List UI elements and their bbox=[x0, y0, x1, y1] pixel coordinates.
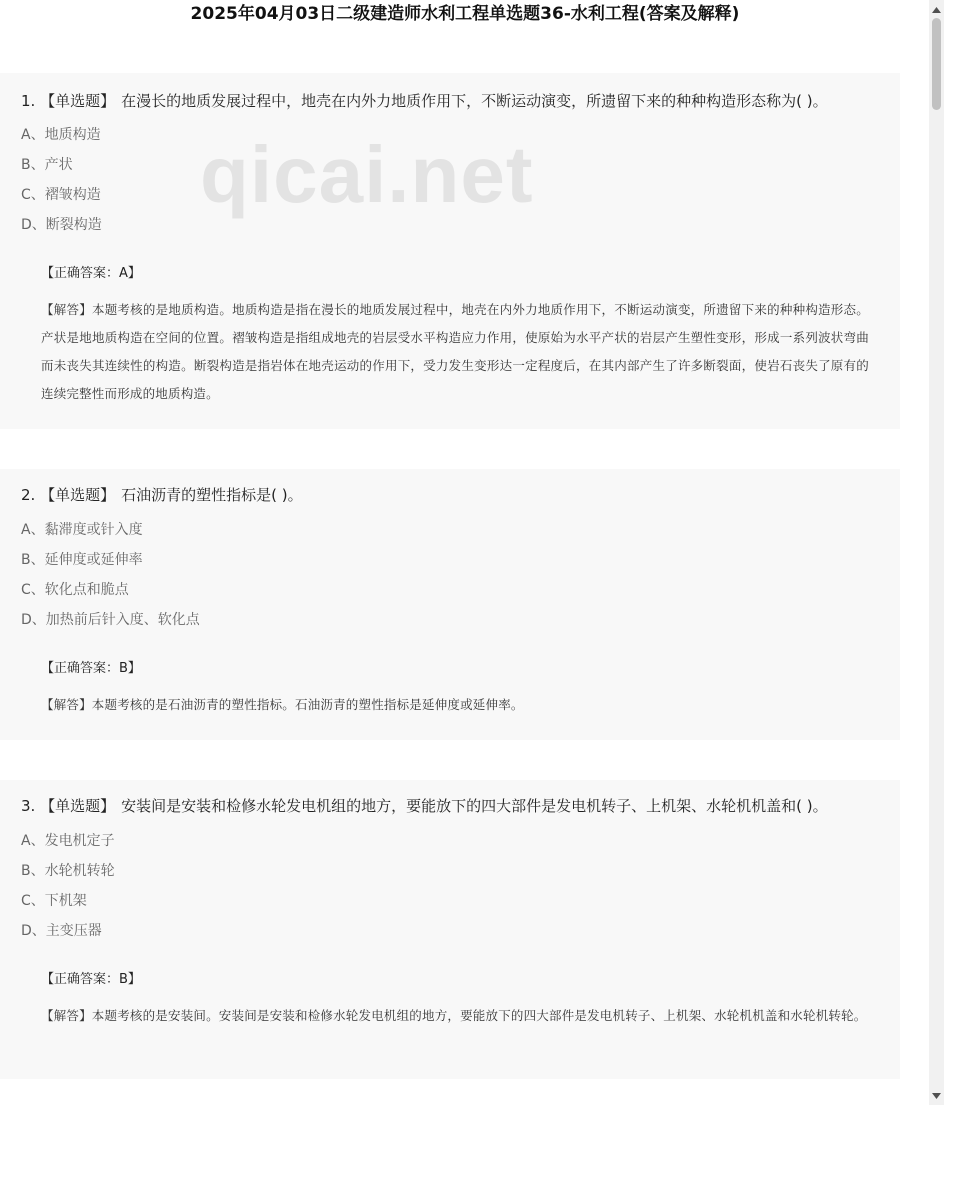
question-text: 安装间是安装和检修水轮发电机组的地方，要能放下的四大部件是发电机转子、上机架、水轮机机盖和( )。 bbox=[121, 797, 828, 815]
correct-answer: 【正确答案：B】 bbox=[41, 972, 141, 987]
vertical-scrollbar[interactable] bbox=[929, 0, 944, 1105]
option-c[interactable]: C、软化点和脆点 bbox=[21, 582, 129, 598]
option-a[interactable]: A、地质构造 bbox=[21, 127, 101, 143]
watermark: qicai.net bbox=[200, 130, 534, 219]
option-b[interactable]: B、延伸度或延伸率 bbox=[21, 552, 143, 568]
option-b[interactable]: B、水轮机转轮 bbox=[21, 863, 115, 879]
question-type: 【单选题】 bbox=[40, 797, 116, 815]
question-stem bbox=[21, 796, 828, 816]
question-number: 1. bbox=[21, 92, 36, 110]
question-stem bbox=[21, 91, 828, 111]
question-type: 【单选题】 bbox=[40, 486, 116, 504]
question-card bbox=[0, 469, 900, 740]
explanation: 【解答】本题考核的是地质构造。地质构造是指在漫长的地质发展过程中，地壳在内外力地质作用下，不断运动演变，所遗留下来的种种构造形态。产状是地地质构造在空间的位置。褶皱构造是指组成地壳的岩层受水平构造应力作用，使原始为水平产状的岩层产生塑性变形，形成一系列波状弯曲而未丧失其连续性的构造。断裂构造是指岩体在地壳运动的作用下，受力发生变形达一定程度后，在其内部产生了许多断裂面，使岩石丧失了原有的连续完整性而形成的地质构造。 bbox=[41, 302, 869, 401]
option-a[interactable]: A、发电机定子 bbox=[21, 833, 115, 849]
question-number: 2. bbox=[21, 486, 36, 504]
option-c[interactable]: C、褶皱构造 bbox=[21, 187, 101, 203]
question-stem bbox=[21, 485, 303, 505]
correct-answer: 【正确答案：B】 bbox=[41, 661, 141, 676]
correct-answer: 【正确答案：A】 bbox=[41, 266, 141, 281]
scrollbar-thumb[interactable] bbox=[932, 18, 941, 110]
option-d[interactable]: D、主变压器 bbox=[21, 923, 102, 939]
question-card bbox=[0, 73, 900, 429]
triangle-up-icon[interactable] bbox=[929, 2, 944, 17]
option-b[interactable]: B、产状 bbox=[21, 157, 73, 173]
question-card bbox=[0, 780, 900, 1079]
explanation: 【解答】本题考核的是安装间。安装间是安装和检修水轮发电机组的地方，要能放下的四大部件是发电机转子、上机架、水轮机机盖和水轮机转轮。 bbox=[41, 1008, 867, 1023]
question-text: 在漫长的地质发展过程中，地壳在内外力地质作用下，不断运动演变，所遗留下来的种种构造形态称为( )。 bbox=[121, 92, 828, 110]
option-c[interactable]: C、下机架 bbox=[21, 893, 87, 909]
option-d[interactable]: D、加热前后针入度、软化点 bbox=[21, 612, 200, 628]
question-type: 【单选题】 bbox=[40, 92, 116, 110]
question-text: 石油沥青的塑性指标是( )。 bbox=[121, 486, 303, 504]
question-number: 3. bbox=[21, 797, 36, 815]
triangle-down-icon[interactable] bbox=[929, 1088, 944, 1103]
option-d[interactable]: D、断裂构造 bbox=[21, 217, 102, 233]
page-title: 2025年04月03日二级建造师水利工程单选题36-水利工程(答案及解释) bbox=[190, 4, 740, 24]
option-a[interactable]: A、黏滞度或针入度 bbox=[21, 522, 143, 538]
explanation: 【解答】本题考核的是石油沥青的塑性指标。石油沥青的塑性指标是延伸度或延伸率。 bbox=[41, 697, 524, 712]
